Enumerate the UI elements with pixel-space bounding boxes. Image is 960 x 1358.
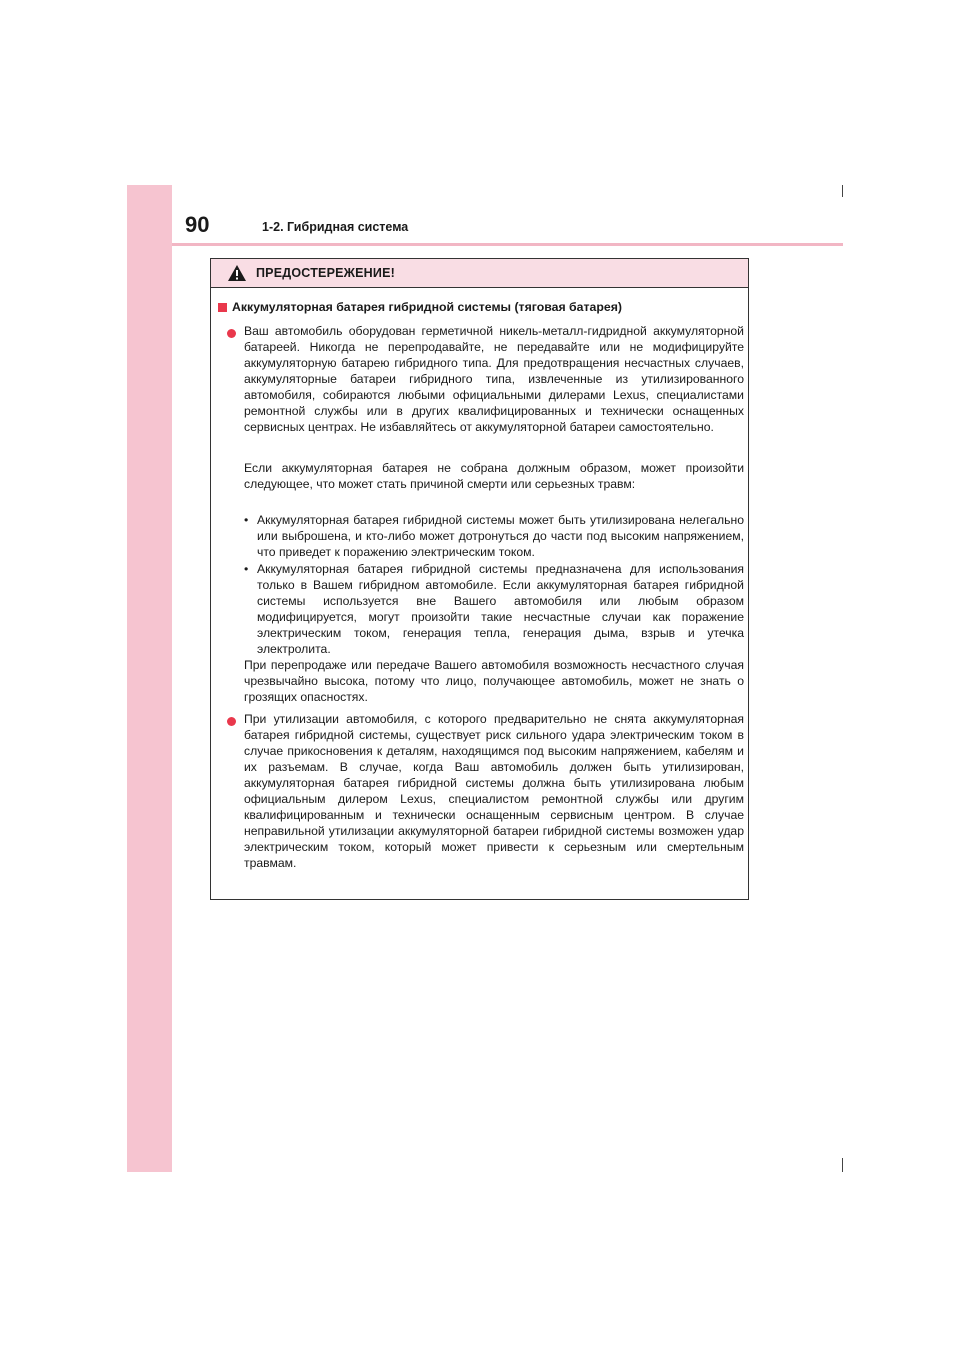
square-bullet-icon: [218, 303, 227, 312]
section-title: 1-2. Гибридная система: [262, 220, 409, 234]
warning-bullet-1: Ваш автомобиль оборудован герметичной никель-металл-гидридной аккумуляторной батареей. Никогда не перепродавайте, не передавайте или не модифицируйте аккумуляторную батарею гибридного типа. Для предотвращения несчастных случаев, аккумуляторные батареи гибридного типа, извлеченные из утилизированного автомобиля, собираются любыми официальными дилерами Lexus, специалистами ремонтной службы или в других квалифицированных и технически оснащенных сервисных центрах. Не избавляйтесь от аккумуляторной батареи самостоятельно.: [244, 324, 744, 434]
header-rule: [172, 243, 843, 246]
warning-box: [210, 258, 749, 900]
warning-header: [211, 259, 748, 288]
crop-mark-top: [842, 185, 843, 197]
list-item: [244, 512, 744, 560]
warning-subheading: [218, 299, 622, 315]
list-item-text: Аккумуляторная батарея гибридной системы может быть утилизирована нелегально или выброшена, и кто-либо может дотронуться до части под высоким напряжением, что приведет к поражению электрическим током.: [257, 513, 744, 559]
warning-paragraph-3: При перепродаже или передаче Вашего автомобиля возможность несчастного случая чрезвычайно высока, потому что лицо, получающее автомобиль, может не знать о грозящих опасностях.: [244, 658, 744, 704]
warning-triangle-icon: [227, 264, 247, 282]
warning-title: ПРЕДОСТЕРЕЖЕНИЕ!: [256, 266, 395, 280]
list-item: [244, 561, 744, 657]
list-item-text: Аккумуляторная батарея гибридной системы предназначена для использования только в Вашем гибридном автомобиле. Если аккумуляторная батарея гибридной системы используется вне Вашего автомобиля или любым образом модифицируется, могут произойти такие несчастные случаи как поражение электрическим током, генерация тепла, генерация дыма, взрыв и утечка электролита.: [257, 562, 744, 656]
page-number: 90: [185, 212, 210, 237]
warning-paragraph-2: Если аккумуляторная батарея не собрана должным образом, может произойти следующее, что может стать причиной смерти или серьезных травм:: [244, 461, 744, 491]
side-tab-band: [127, 185, 172, 1172]
round-bullet-icon: [227, 329, 236, 338]
warning-subheading-text: Аккумуляторная батарея гибридной системы (тяговая батарея): [232, 300, 622, 314]
crop-mark-bottom: [842, 1158, 843, 1172]
list-marker: •: [244, 562, 249, 576]
round-bullet-icon: [227, 717, 236, 726]
warning-bullet-2: При утилизации автомобиля, с которого предварительно не снята аккумуляторная батарея гибридной системы, существует риск сильного удара электрическим током в случае прикосновения к деталям, находящимся под высоким напряжением, кабелям и их разъемам. В случае, когда Ваш автомобиль должен быть утилизирован, аккумуляторная батарея гибридной системы должна быть утилизирована любым официальным дилером Lexus, специалистом ремонтной службы или другим квалифицированным и технически оснащенным сервисным центром. В случае неправильной утилизации аккумуляторной батареи гибридной системы возможен удар электрическим током, который может привести к серьезным или смертельным травмам.: [244, 712, 744, 870]
list-marker: •: [244, 513, 249, 527]
